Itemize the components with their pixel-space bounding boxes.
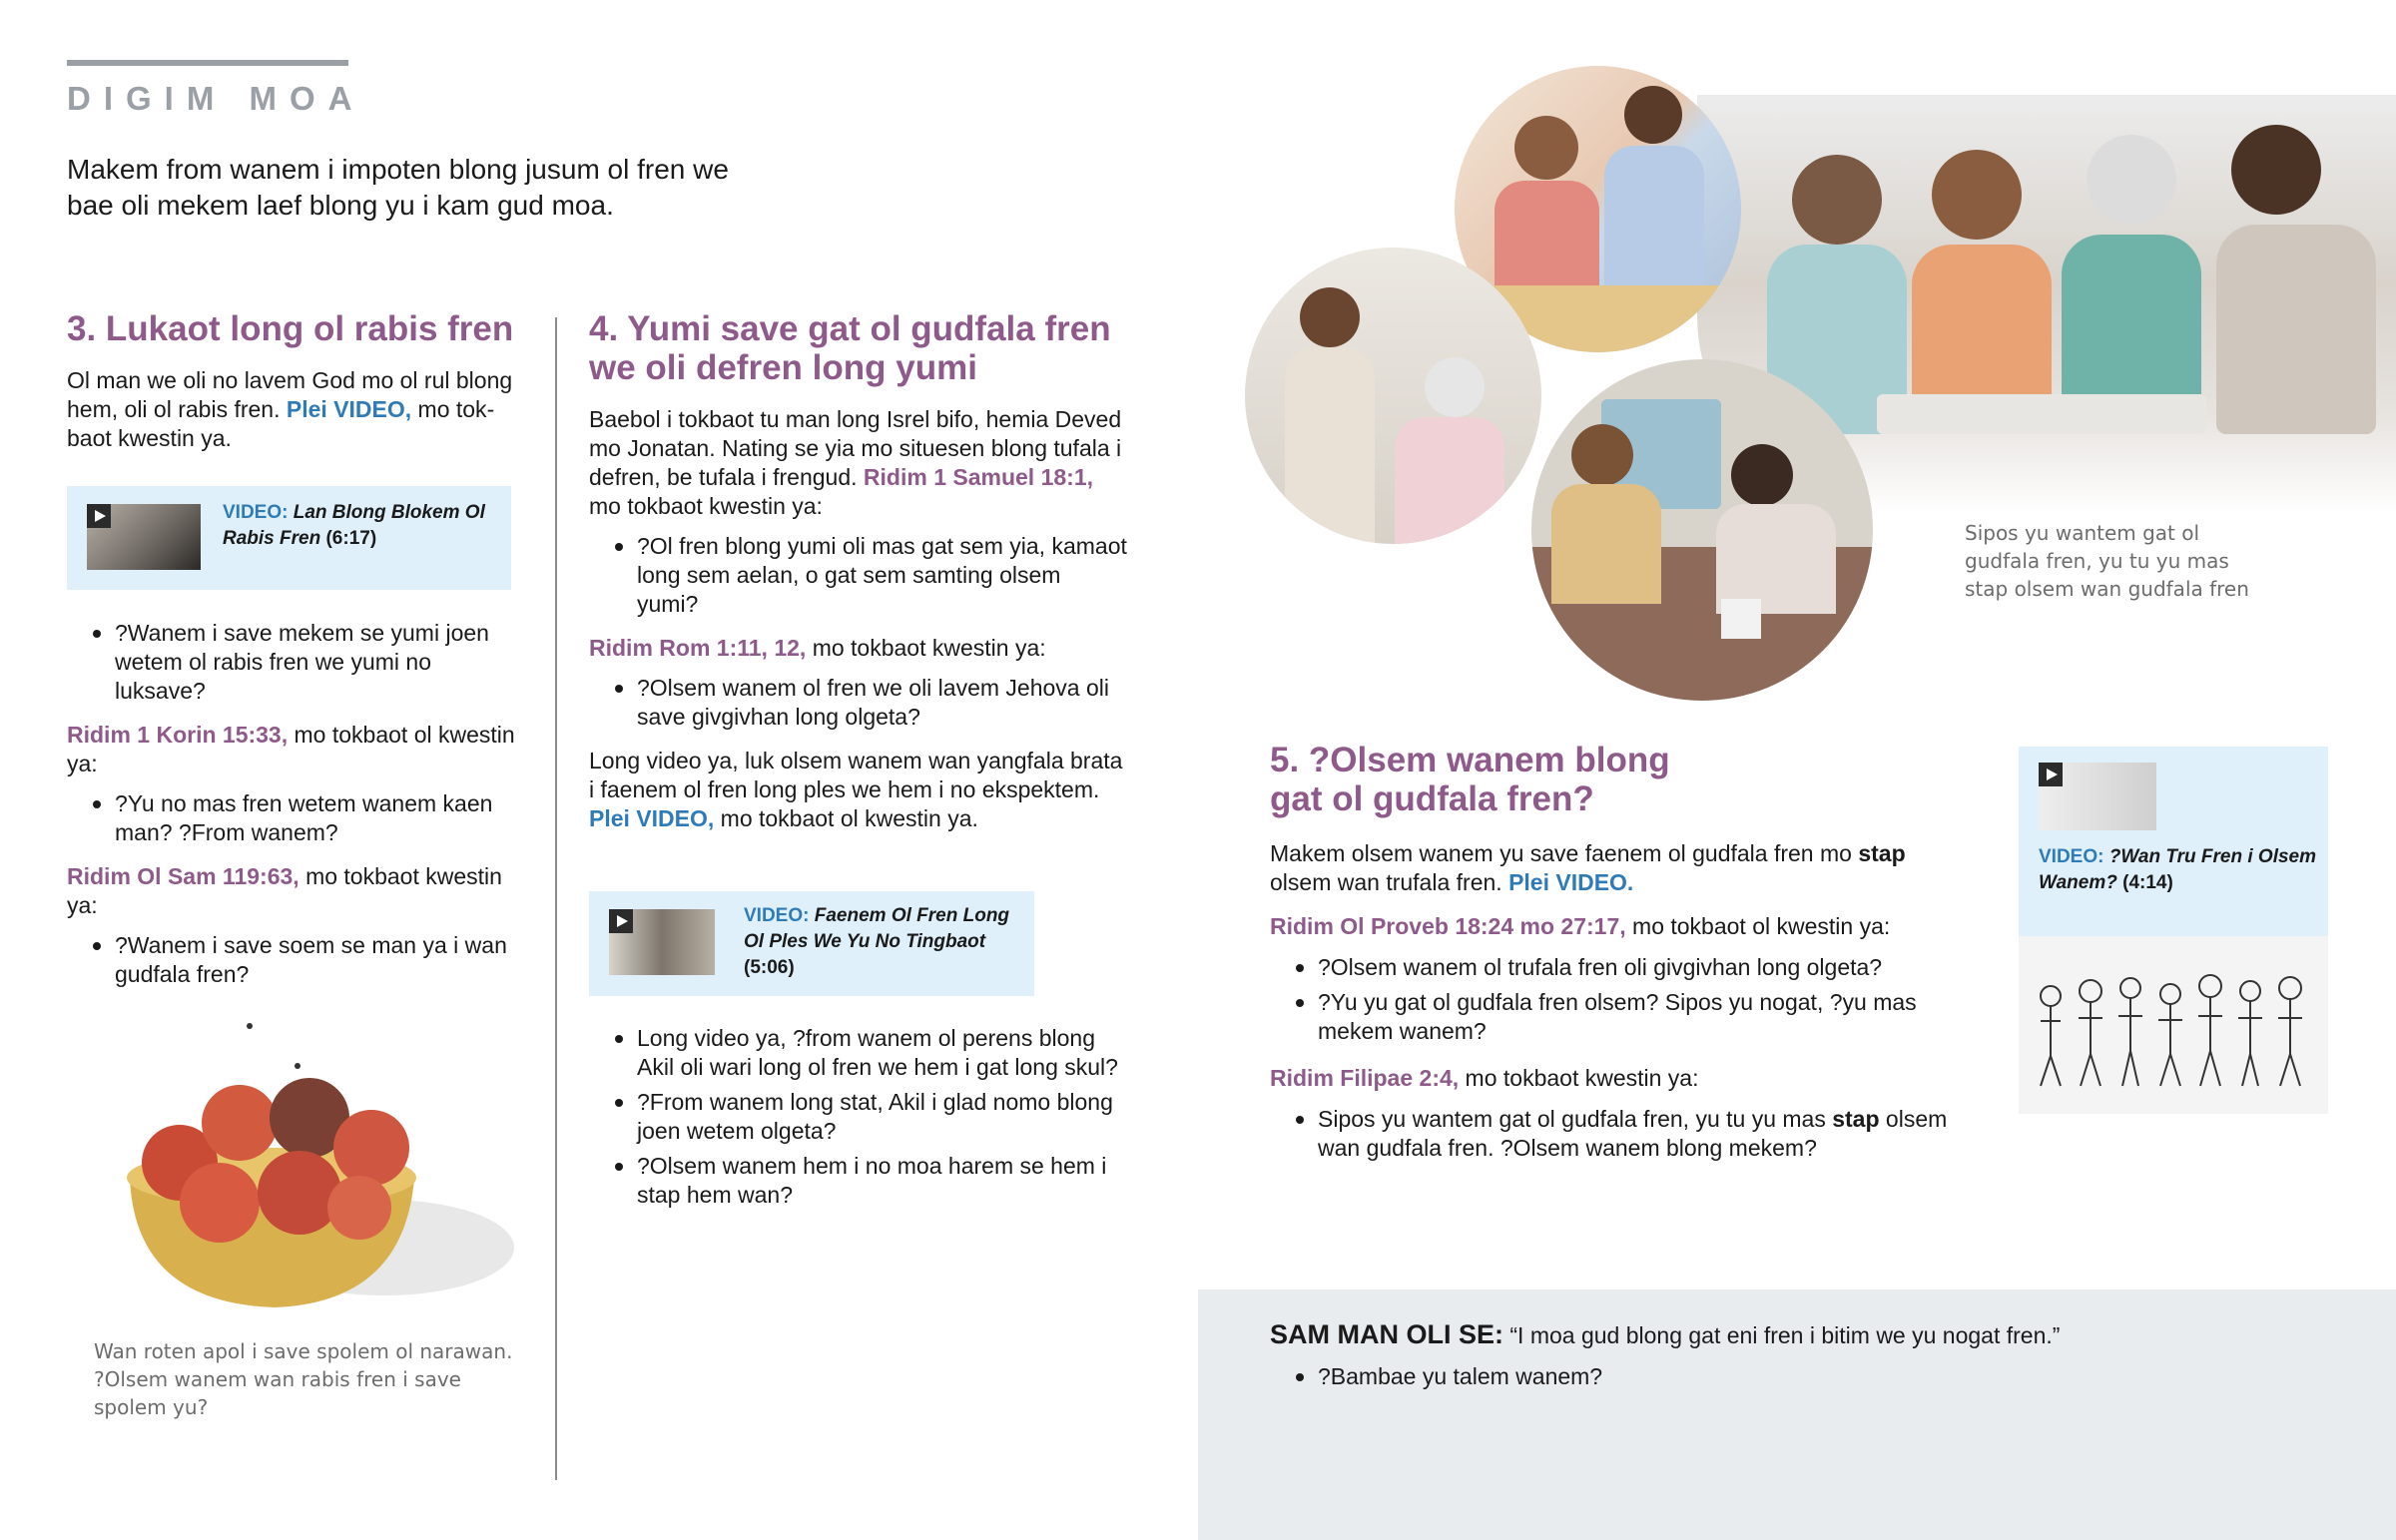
section-4 [589, 309, 1128, 833]
question-item: ?Olsem wanem ol trufala fren oli givgivhan long olgeta? [1270, 953, 1969, 982]
elderly-care-circle-photo [1245, 248, 1541, 544]
play-video-link[interactable]: Plei VIDEO, [286, 396, 412, 422]
play-icon[interactable] [609, 909, 633, 933]
section-kicker: DIGIM MOA [67, 80, 365, 117]
scripture-link[interactable]: Ridim Rom 1:11, 12, [589, 635, 807, 661]
some-people-say-quote: SAM MAN OLI SE: “I moa gud blong gat eni fren i bitim we yu nogat fren.” [1270, 1319, 2061, 1349]
video-title[interactable]: VIDEO: Faenem Ol Fren Long Ol Ples We Yu No Tingbaot (5:06) [744, 905, 1010, 978]
question-item: ?Bambae yu talem wanem? [1270, 1362, 2348, 1391]
video-title[interactable]: VIDEO: ?Wan Tru Fren i Olsem Wanem? (4:14) [2039, 846, 2317, 893]
scripture-reference: Ridim Rom 1:11, 12, mo tokbaot kwestin ya: [589, 635, 1046, 661]
intro-text: Makem from wanem i impoten blong jusum ol fren we bae oli mekem laef blong yu i kam gud moa. [67, 154, 729, 221]
scripture-reference: Ridim Ol Proveb 18:24 mo 27:17, mo tokbaot ol kwestin ya: [1270, 913, 1891, 939]
question-item: ?Yu no mas fren wetem wanem kaen man? ?From wanem? [67, 789, 526, 847]
header-rule [67, 60, 348, 66]
play-video-link[interactable]: Plei VIDEO, [589, 805, 715, 831]
sketch-people-illustration [2019, 936, 2328, 1114]
scripture-reference: Ridim Filipae 2:4, mo tokbaot kwestin ya: [1270, 1065, 1699, 1091]
scripture-link[interactable]: Ridim Ol Sam 119:63, [67, 863, 300, 889]
section-4-questions [589, 1024, 1128, 1210]
question-item: ?Yu yu gat ol gudfala fren olsem? Sipos yu nogat, ?yu mas mekem wanem? [1270, 988, 1969, 1046]
scripture-reference: Ridim Ol Sam 119:63, mo tokbaot kwestin ya: [67, 863, 502, 918]
video-card-lan-blong-blokem[interactable] [67, 486, 511, 590]
section-5-paragraph: Makem olsem wanem yu save faenem ol gudfala fren mo stap olsem wan trufala fren. Plei VIDEO. [1270, 840, 1906, 895]
question-item: ?Olsem wanem hem i no moa harem se hem i stap hem wan? [589, 1152, 1128, 1210]
section-3-questions [67, 619, 526, 989]
play-icon[interactable] [87, 504, 111, 528]
video-card-faenem-ol-fren[interactable] [589, 891, 1034, 996]
section-4-video-intro: Long video ya, luk olsem wanem wan yangfala brata i faenem ol fren long ples we hem i no ekspektem. Plei VIDEO, mo tokbaot ol kwestin ya. [589, 748, 1123, 831]
section-5-title: 5. ?Olsem wanem blong gat ol gudfala fren? [1270, 741, 1670, 818]
section-4-paragraph: Baebol i tokbaot tu man long Isrel bifo, hemia Deved mo Jonatan. Nating se yia mo situesen blong tufala i defren, be tufala i frengud. Ridim 1 Samuel 18:1, mo tokbaot kwestin ya: [589, 406, 1122, 519]
section-3-paragraph: Ol man we oli no lavem God mo ol rul blong hem, oli ol rabis fren. Plei VIDEO, mo tokbaot kwestin ya. [67, 367, 513, 451]
question-item: Long video ya, ?from wanem ol perens blong Akil oli wari long ol fren we hem i gat long skul? [589, 1024, 1128, 1082]
scripture-link[interactable]: Ridim Ol Proveb 18:24 mo 27:17, [1270, 913, 1626, 939]
question-item: ?Ol fren blong yumi oli mas gat sem yia, kamaot long sem aelan, o gat sem samting olsem yumi? [589, 532, 1128, 619]
comforting-friend-circle-photo [1531, 359, 1873, 701]
some-people-say-label: SAM MAN OLI SE: [1270, 1319, 1503, 1349]
question-item: Sipos yu wantem gat ol gudfala fren, yu tu yu mas stap olsem wan gudfala fren. ?Olsem wanem blong mekem? [1270, 1105, 1969, 1163]
some-people-say-panel [1198, 1289, 2396, 1540]
scripture-link[interactable]: Ridim Filipae 2:4, [1270, 1065, 1460, 1091]
section-4-title: 4. Yumi save gat ol gudfala fren we oli defren long yumi [589, 309, 1111, 387]
photo-caption: Sipos yu wantem gat ol gudfala fren, yu tu yu mas stap olsem wan gudfala fren [1965, 521, 2249, 601]
question-item: ?Wanem i save soem se man ya i wan gudfala fren? [67, 931, 526, 989]
section-3 [67, 309, 526, 453]
question-item: ?From wanem long stat, Akil i glad nomo blong joen wetem olgeta? [589, 1088, 1128, 1146]
video-title[interactable]: VIDEO: Lan Blong Blokem Ol Rabis Fren (6:17) [223, 502, 485, 549]
video-thumbnail[interactable] [2039, 763, 2156, 830]
play-video-link[interactable]: Plei VIDEO. [1508, 869, 1634, 895]
question-item: ?Wanem i save mekem se yumi joen wetem ol rabis fren we yumi no luksave? [67, 619, 526, 706]
scripture-reference: Ridim 1 Korin 15:33, mo tokbaot ol kwestin ya: [67, 722, 515, 776]
column-divider [555, 317, 557, 1480]
apple-caption: Wan roten apol i save spolem ol narawan. ?Olsem wanem wan rabis fren i save spolem yu? [94, 1339, 513, 1419]
scripture-link[interactable]: Ridim 1 Korin 15:33, [67, 722, 289, 748]
play-icon[interactable] [2039, 763, 2063, 786]
section-3-title: 3. Lukaot long ol rabis fren [67, 309, 514, 348]
video-card-wan-tru-fren[interactable] [2019, 747, 2328, 1114]
video-thumbnail[interactable] [87, 504, 201, 570]
video-thumbnail[interactable] [609, 909, 715, 975]
scripture-link[interactable]: Ridim 1 Samuel 18:1, [863, 464, 1094, 490]
apple-bowl-illustration [100, 1013, 519, 1312]
section-5 [1270, 741, 1969, 1163]
question-item: ?Olsem wanem ol fren we oli lavem Jehova oli save givgivhan long olgeta? [589, 674, 1128, 732]
